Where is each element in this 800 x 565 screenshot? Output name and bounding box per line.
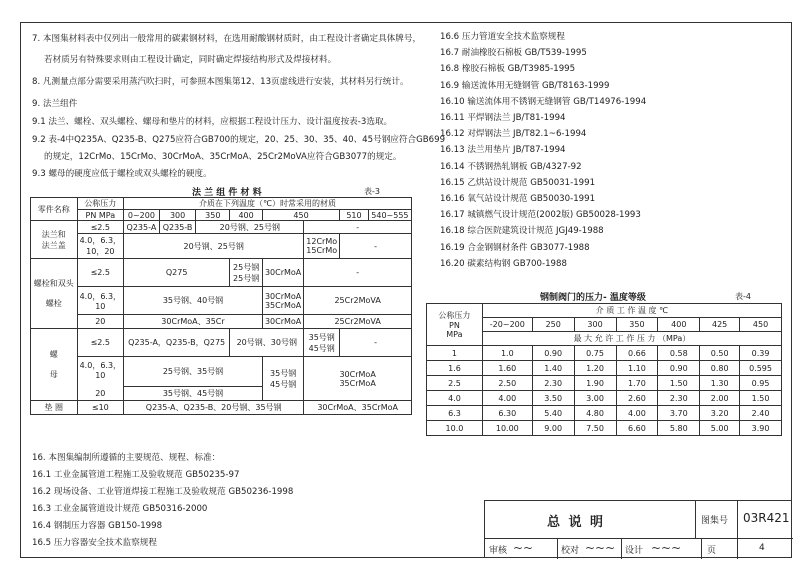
t3-temp: 540~555 — [368, 210, 411, 221]
t3-cell: 25Cr2MoVA — [304, 287, 412, 315]
t4-cell: 6.30 — [482, 406, 532, 421]
t4-cell: 1.70 — [616, 376, 658, 391]
t4-temp: -20~200 — [482, 318, 532, 332]
page-label: 页 — [707, 546, 717, 556]
t4-cell: 6.60 — [616, 421, 658, 436]
table-row — [427, 406, 782, 421]
t3-h-part: 零件名称 — [31, 198, 78, 221]
design-label: 设计 — [625, 546, 644, 556]
t3-bolt: 螺栓和双头 螺栓 — [31, 259, 78, 329]
t3-cell: Q235-B — [159, 221, 196, 234]
title-block — [484, 500, 792, 558]
t4-pn: 1 — [427, 346, 483, 361]
t4-cell: 4.80 — [574, 406, 616, 421]
reference-item: 16.15 乙烘站设计规范 GB50031-1991 — [440, 177, 596, 188]
t3-temp: 510 — [340, 210, 369, 221]
t3-temp: 0~200 — [124, 210, 160, 221]
table-row — [427, 361, 782, 376]
t4-cell: 2.50 — [482, 376, 532, 391]
t3-cell: 35号钢、40号钢 — [124, 287, 263, 315]
t3-cell: 30CrMoA、35Cr — [124, 315, 263, 329]
t4-h-press: 最 大 允 许 工 作 压 力 （MPa） — [482, 332, 781, 346]
note-9-2b: 的规定，12CrMo、15CrMo、30CrMoA、35CrMoA、25Cr2MoVA应符合GB3077的规定。 — [44, 152, 402, 162]
review-label: 审核 — [489, 546, 508, 556]
t4-cell: 1.50 — [658, 376, 700, 391]
t3-cell: Q235-A、Q235-B、20号钢、35号钢 — [124, 401, 304, 415]
t4-cell: 3.50 — [532, 391, 574, 406]
t4-temp: 425 — [700, 318, 740, 332]
t3-flange: 法兰和 法兰盖 — [31, 221, 78, 259]
reference-item: 16.1 工业金属管道工程施工及验收规范 GB50235-97 — [32, 470, 240, 480]
table4-tag: 表-4 — [735, 292, 751, 301]
t4-cell: 0.80 — [700, 361, 740, 376]
note-9: 9. 法兰组件 — [32, 99, 78, 109]
t3-cell: ≤2.5 — [77, 329, 123, 357]
t4-cell: 0.95 — [740, 376, 782, 391]
t3-cell: 4.0，6.3， 10 — [77, 287, 123, 315]
t4-cell: 10.00 — [482, 421, 532, 436]
note-8: 8. 凡测量点部分需要采用蒸汽吹扫时，可参照本图集第12、13页虚线进行安装，其材料另行统计。 — [32, 77, 409, 87]
reference-item: 16.20 碳素结构钢 GB700-1988 — [440, 258, 567, 269]
t4-cell: 1.60 — [482, 361, 532, 376]
table3 — [30, 197, 412, 415]
t4-temp: 400 — [658, 318, 700, 332]
review-signature: ~~ — [513, 541, 534, 555]
t4-pn: 6.3 — [427, 406, 483, 421]
t4-cell: 1.50 — [740, 391, 782, 406]
table3-caption: 法 兰 组 件 材 料 — [192, 188, 262, 198]
t4-pn: 4.0 — [427, 391, 483, 406]
note-9-1: 9.1 法兰、螺栓、双头螺栓、螺母和垫片的材料，应根据工程设计压力、设计温度按表-3选取。 — [32, 117, 393, 127]
t3-cell: - — [340, 329, 412, 357]
t3-gasket: 垫 圈 — [31, 401, 78, 415]
t3-cell: 25Cr2MoVA — [304, 315, 412, 329]
t3-temp: 300 — [159, 210, 196, 221]
t4-cell: 2.30 — [658, 391, 700, 406]
t4-cell: 0.39 — [740, 346, 782, 361]
t4-pn: 10.0 — [427, 421, 483, 436]
t4-temp: 350 — [616, 318, 658, 332]
t3-cell: 30CrMoA — [262, 259, 303, 287]
t3-cell: - — [304, 259, 412, 287]
reference-item: 16.6 压力管道安全技术监察规程 — [440, 32, 565, 42]
t3-cell: ≤2.5 — [77, 221, 123, 234]
t4-cell: 2.60 — [616, 391, 658, 406]
t3-h-temp: 介质在下列温度（℃）时常采用的材质 — [124, 198, 412, 210]
reference-item: 16.10 输送流体用不锈钢无缝钢管 GB/T14976-1994 — [440, 96, 647, 107]
t4-pn: 1.6 — [427, 361, 483, 376]
t4-cell: 1.40 — [532, 361, 574, 376]
table4 — [426, 303, 782, 436]
t3-cell: 35号钢 45号钢 — [262, 357, 303, 401]
t4-cell: 1.90 — [574, 376, 616, 391]
table-row — [427, 346, 782, 361]
reference-item: 16.18 综合医院建筑设计规范 JGJ49-1988 — [440, 226, 604, 237]
reference-item: 16.7 耐油橡胶石棉板 GB/T539-1995 — [440, 48, 587, 59]
t3-cell: 20号钢、25号钢 — [196, 221, 304, 234]
t4-cell: 3.20 — [700, 406, 740, 421]
table-row — [427, 421, 782, 436]
reference-item: 16.9 输送流体用无缝钢管 GB/T8163-1999 — [440, 80, 610, 91]
t4-pn: 2.5 — [427, 376, 483, 391]
t4-cell: 0.90 — [658, 361, 700, 376]
reference-item: 16.16 氧气站设计规范 GB50030-1991 — [440, 194, 596, 204]
t4-temp: 300 — [574, 318, 616, 332]
t4-temp: 450 — [740, 318, 782, 332]
atlas-label: 图集号 — [701, 516, 729, 526]
t3-cell: 30CrMoA 35CrMoA — [304, 357, 412, 401]
t4-cell: 4.00 — [616, 406, 658, 421]
reference-item: 16.14 不锈钢热轧钢板 GB/4327-92 — [440, 161, 582, 172]
reference-item: 16.8 橡胶石棉板 GB/T3985-1995 — [440, 64, 576, 75]
t4-cell: 0.66 — [616, 346, 658, 361]
note-9-3: 9.3 螺母的硬度应低于螺栓或双头螺栓的硬度。 — [32, 169, 212, 179]
t4-cell: 4.00 — [482, 391, 532, 406]
t4-cell: 2.00 — [700, 391, 740, 406]
note-7b: 若材质另有特殊要求则由工程设计确定，同时确定焊接结构形式及焊接材料。 — [44, 55, 337, 65]
reference-item: 16.3 工业金属管道设计规范 GB50316-2000 — [32, 504, 208, 514]
t4-cell: 0.90 — [532, 346, 574, 361]
t4-cell: 1.10 — [616, 361, 658, 376]
t4-cell: 3.90 — [740, 421, 782, 436]
t3-cell: 35号钢、45号钢 — [124, 387, 263, 401]
design-signature: ~~~ — [651, 541, 682, 555]
t4-cell: 9.00 — [532, 421, 574, 436]
note-7a: 7. 本图集材料表中仅列出一般常用的碳素钢材料，在选用耐酸钢材质时，由工程设计者确定具体牌号， — [32, 34, 422, 44]
t4-cell: 0.58 — [658, 346, 700, 361]
drawing-title: 总 说 明 — [547, 515, 606, 530]
t3-cell: Q235-A，Q235-B，Q275 — [124, 329, 230, 357]
t3-cell: 12CrMo 15CrMo — [304, 234, 340, 259]
t4-cell: 5.40 — [532, 406, 574, 421]
t3-cell: 35号钢 45号钢 — [304, 329, 340, 357]
reference-item: 16.11 平焊钢法兰 JB/T81-1994 — [440, 113, 566, 123]
table4-caption: 钢制阀门的压力- 温度等级 — [540, 293, 646, 303]
atlas-number: 03R421 — [743, 511, 790, 525]
reference-item: 16.12 对焊钢法兰 JB/T82.1~6-1994 — [440, 129, 587, 140]
reference-item: 16. 本图集编制所遵循的主要规范、规程、标准： — [32, 453, 221, 463]
t3-cell: - — [340, 234, 412, 259]
reference-item: 16.2 现场设备、工业管道焊接工程施工及验收规范 GB50236-1998 — [32, 487, 294, 497]
t4-cell: 5.80 — [658, 421, 700, 436]
t3-cell: 20号钢、25号钢 — [124, 234, 304, 259]
t4-cell: 0.595 — [740, 361, 782, 376]
t4-h-pn: 公称压力 PN MPa — [427, 304, 483, 346]
reference-item: 16.19 合金钢钢材条件 GB3077-1988 — [440, 242, 590, 253]
reference-item: 16.17 城镇燃气设计规范(2002版) GB50028-1993 — [440, 210, 641, 221]
t4-cell: 3.00 — [574, 391, 616, 406]
t3-temp: 350 — [196, 210, 230, 221]
t4-h-temp: 介 质 工 作 温 度 ℃ — [482, 304, 781, 318]
t4-cell: 1.0 — [482, 346, 532, 361]
t4-cell: 2.30 — [532, 376, 574, 391]
t3-cell: 20 — [77, 315, 123, 329]
table-row — [427, 391, 782, 406]
t3-cell: Q275 — [124, 259, 230, 287]
t3-cell: 30CrMoA — [262, 315, 303, 329]
t3-cell: - — [304, 221, 412, 234]
note-9-2a: 9.2 表-4中Q235A、Q235-B、Q275应符合GB700的规定，20、25、30、35、40、45号钢应符合GB699 — [32, 135, 446, 145]
t3-h-pn2: PN MPa — [77, 210, 123, 221]
t4-cell: 0.50 — [700, 346, 740, 361]
t3-cell: 30CrMoA 35CrMoA — [262, 287, 303, 315]
t3-temp: 450 — [262, 210, 339, 221]
check-label: 校对 — [561, 546, 580, 556]
t3-temp: 400 — [230, 210, 263, 221]
t4-cell: 7.50 — [574, 421, 616, 436]
reference-item: 16.4 钢制压力容器 GB150-1998 — [32, 521, 163, 531]
page-number: 4 — [759, 543, 765, 553]
t3-cell: ≤2.5 — [77, 259, 123, 287]
t3-cell: 25号钢 25号钢 — [230, 259, 263, 287]
t3-nut: 螺 母 — [31, 329, 78, 401]
t4-cell: 1.20 — [574, 361, 616, 376]
t4-cell: 5.00 — [700, 421, 740, 436]
t3-cell: 30CrMoA、35CrMoA — [304, 401, 412, 415]
reference-item: 16.5 压力容器安全技术监察规程 — [32, 538, 157, 548]
t4-cell: 1.30 — [700, 376, 740, 391]
t3-cell: ≤10 — [77, 401, 123, 415]
table-row — [427, 376, 782, 391]
t3-cell: 20号钢、30号钢 — [230, 329, 304, 357]
t3-h-pn: 公称压力 — [77, 198, 123, 210]
table3-tag: 表-3 — [364, 187, 380, 196]
t4-temp: 250 — [532, 318, 574, 332]
t4-cell: 0.75 — [574, 346, 616, 361]
t3-cell: Q235-A — [124, 221, 160, 234]
t4-cell: 3.70 — [658, 406, 700, 421]
t3-cell: 4.0，6.3， 10，20 — [77, 234, 123, 259]
t4-cell: 2.40 — [740, 406, 782, 421]
check-signature: ~~~ — [585, 541, 616, 555]
reference-item: 16.13 法兰用垫片 JB/T87-1994 — [440, 145, 566, 156]
t3-cell: 25号钢、35号钢 — [124, 357, 263, 387]
t3-cell: 4.0，6.3， 10 20 — [77, 357, 123, 401]
